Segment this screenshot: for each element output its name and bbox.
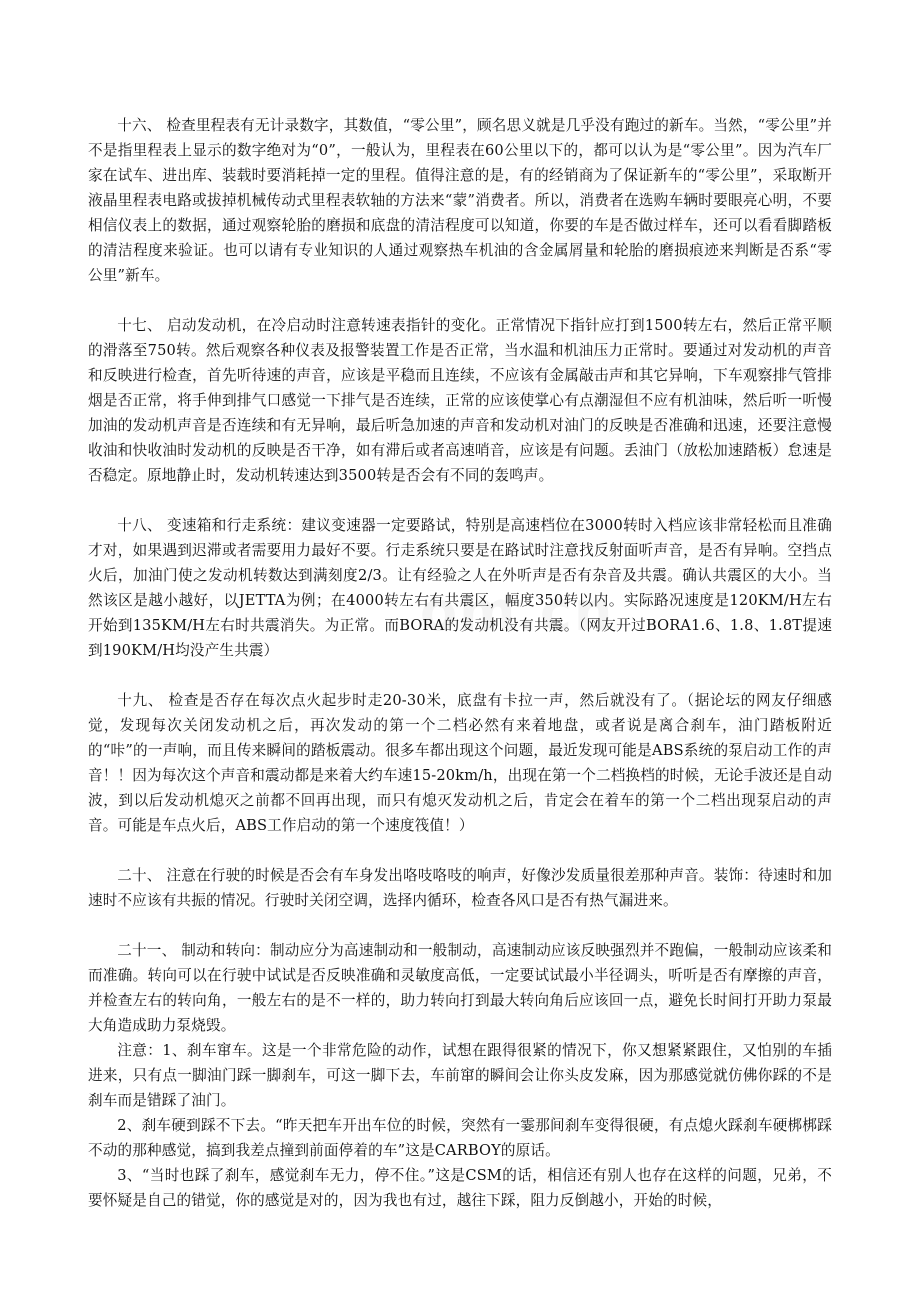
document-body [88,113,832,1213]
paragraph-19: 十九、 检查是否存在每次点火起步时走20-30米，底盘有卡拉一声，然后就没有了。（据论坛的网友仔细感觉，发现每次关闭发动机之后，再次发动的第一个二档必然有来着地盘，或者说是离合刹车，油门踏板附近的“咔”的一声响，而且传来瞬间的踏板震动。很多车都出现这个问题，最近发现可能是ABS系统的泵启动工作的声音！！因为每次这个声音和震动都是来着大约车速15-20km/h，出现在第一个二档换档的时候，无论手波还是自动波，到以后发动机熄灭之前都不回再出现，而只有熄灭发动机之后，肯定会在着车的第一个二档出现泵启动的声音。可能是车点火后，ABS工作启动的第一个速度筏值！） [88,692,832,834]
note-1: 注意：1、刹车窜车。这是一个非常危险的动作，试想在跟得很紧的情况下，你又想紧紧跟住，又怕别的车插进来，只有点一脚油门踩一脚刹车，可这一脚下去，车前窜的瞬间会让你头皮发麻，因为那感觉就仿佛你踩的不是刹车而是错踩了油门。 [88,1042,832,1109]
paragraph-17: 十七、 启动发动机，在冷启动时注意转速表指针的变化。正常情况下指针应打到1500转左右，然后正常平顺的滑落至750转。然后观察各种仪表及报警装置工作是否正常，当水温和机油压力正常时。要通过对发动机的声音和反映进行检查，首先听待速的声音，应该是平稳而且连续，不应该有金属敲击声和其它异响，下车观察排气管排烟是否正常，将手伸到排气口感觉一下排气是否连续，正常的应该使掌心有点潮湿但不应有机油味，然后听一听慢加油的发动机声音是否连续和有无异响，最后听急加速的声音和发动机对油门的反映是否准确和迅速，还要注意慢收油和快收油时发动机的反映是否干净，如有滞后或者高速哨音，应该是有问题。丢油门（放松加速踏板）怠速是否稳定。原地静止时，发动机转速达到3500转是否会有不同的轰鸣声。 [88,317,832,484]
paragraph-21: 二十一、 制动和转向：制动应分为高速制动和一般制动，高速制动应该反映强烈并不跑偏，一般制动应该柔和而准确。转向可以在行驶中试试是否反映准确和灵敏度高低，一定要试试最小半径调头，听听是否有摩擦的声音，并检查左右的转向角，一般左右的是不一样的，助力转向打到最大转向角后应该回一点，避免长时间打开助力泵最大角造成助力泵烧毁。 [88,942,832,1034]
paragraph-18: 十八、 变速箱和行走系统：建议变速器一定要路试，特别是高速档位在3000转时入档应该非常轻松而且准确才对，如果遇到迟滞或者需要用力最好不要。行走系统只要是在路试时注意找反射面听声音，是否有异响。空挡点火后，加油门使之发动机转数达到满刻度2/3。让有经验之人在外听声是否有杂音及共震。确认共震区的大小。当然该区是越小越好，以JETTA为例；在4000转左右有共震区，幅度350转以内。实际路况速度是120KM/H左右开始到135KM/H左右时共震消失。为正常。而BORA的发动机没有共震。（网友开过BORA1.6、1.8、1.8T提速到190KM/H均没产生共震） [88,517,832,659]
note-2: 2、刹车硬到踩不下去。“昨天把车开出车位的时候，突然有一霎那间刹车变得很硬，有点熄火踩刹车硬梆梆踩不动的那种感觉，搞到我差点撞到前面停着的车”这是CARBOY的原话。 [88,1117,832,1159]
paragraph-16: 十六、 检查里程表有无计录数字，其数值，“零公里”，顾名思义就是几乎没有跑过的新车。当然，“零公里”并不是指里程表上显示的数字绝对为“0”，一般认为，里程表在60公里以下的，都可以认为是“零公里”。因为汽车厂家在试车、进出库、装载时要消耗掉一定的里程。值得注意的是，有的经销商为了保证新车的“零公里”，采取断开液晶里程表电路或拔掉机械传动式里程表软轴的方法来“蒙”消费者。所以，消费者在选购车辆时要眼亮心明，不要相信仪表上的数据，通过观察轮胎的磨损和底盘的清洁程度可以知道，你要的车是否做过样车，还可以看看脚踏板的清洁程度来验证。也可以请有专业知识的人通过观察热车机油的含金属屑量和轮胎的磨损痕迹来判断是否系“零公里”新车。 [88,117,832,284]
paragraph-20: 二十、 注意在行驶的时候是否会有车身发出咯吱咯吱的响声，好像沙发质量很差那种声音。装饰：待速时和加速时不应该有共振的情况。行驶时关闭空调，选择内循环，检查各风口是否有热气漏进来。 [88,867,832,909]
note-3: 3、“当时也踩了刹车，感觉刹车无力，停不住。”这是CSM的话，相信还有别人也存在这样的问题，兄弟，不要怀疑是自己的错觉，你的感觉是对的，因为我也有过，越往下踩，阻力反倒越小，开始的时候， [88,1167,832,1209]
watermark: om.cn [420,580,615,643]
